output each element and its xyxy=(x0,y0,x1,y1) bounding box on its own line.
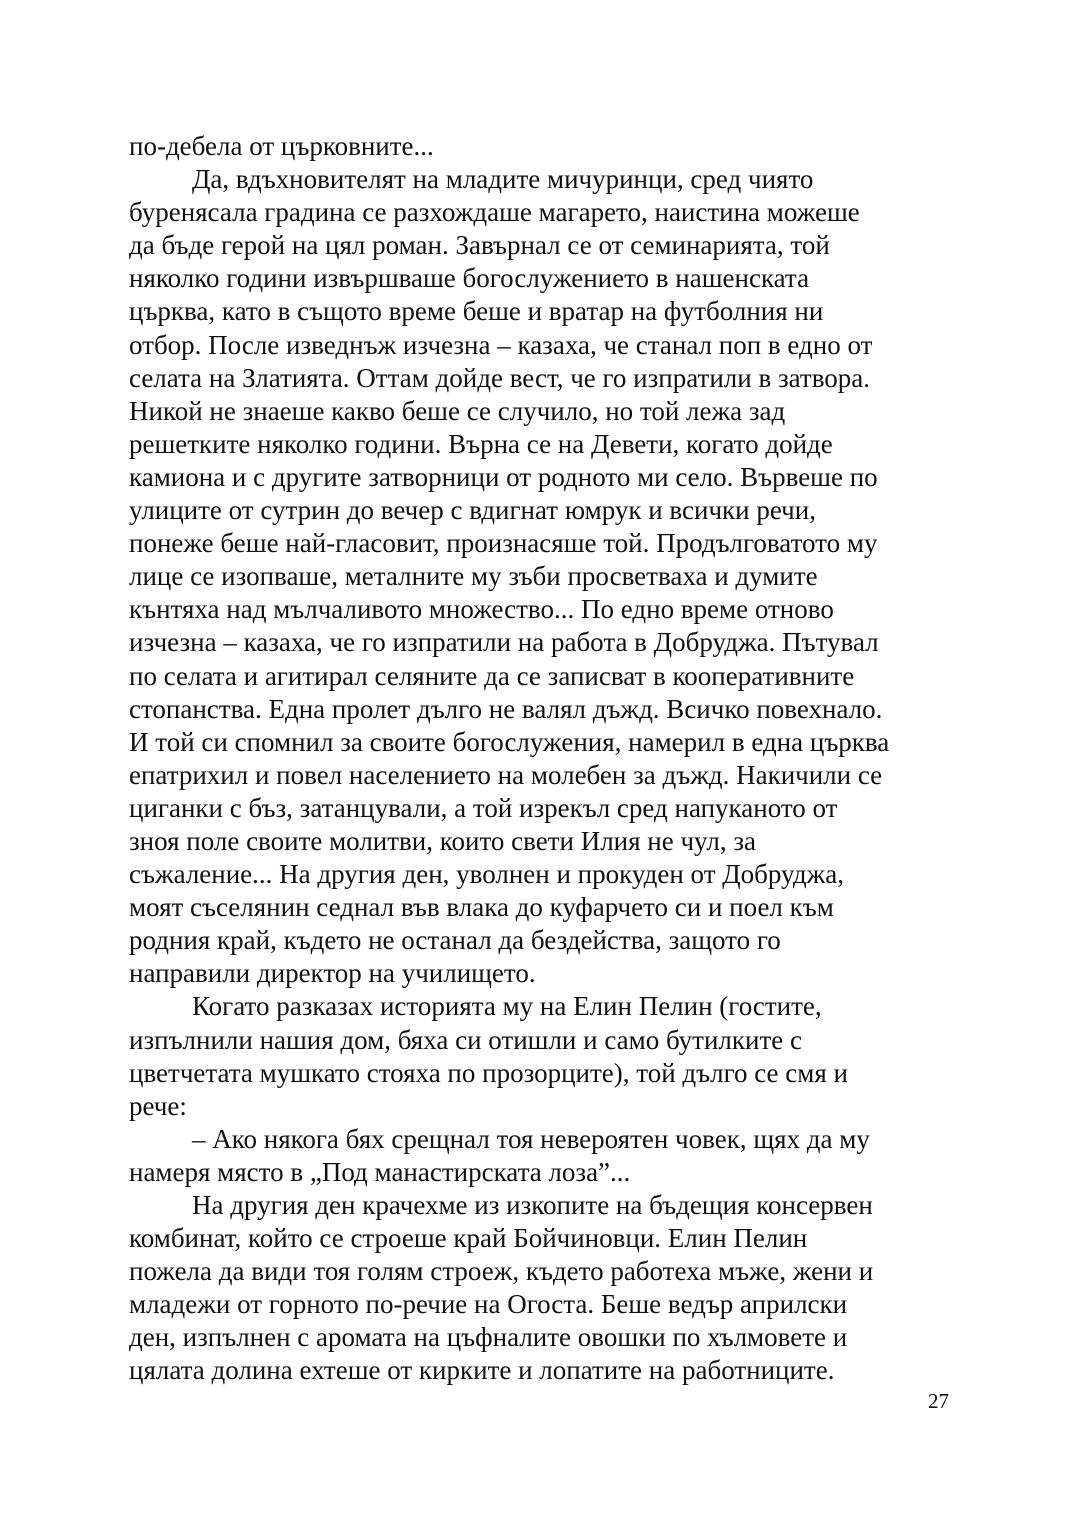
text-line: по-дебела от църковните... xyxy=(129,131,434,161)
text-line: камиона и с другите затворници от родното ми село. Вървеше по xyxy=(129,461,878,492)
text-line: няколко години извършваше богослужението в нашенската xyxy=(129,263,810,294)
paragraph-first-line: – Ако някога бях срещнал тоя невероятен човек, щях да му xyxy=(192,1123,870,1154)
text-line: направили директор на училището. xyxy=(129,958,536,989)
text-line: родния край, където не останал да бездейства, защото го xyxy=(129,925,781,956)
text-line: зноя поле своите молитви, които свети Илия не чул, за xyxy=(129,825,756,856)
text-line: изпълнили нашия дом, бяха си отишли и само бутилките с xyxy=(129,1024,802,1055)
text-line: намеря място в „Под манастирската лоза”... xyxy=(129,1156,631,1187)
paragraph-first-line: Когато разказах историята му на Елин Пелин (гостите, xyxy=(192,991,822,1022)
text-line: цветчетата мушкато стояха по прозорците), той дълго се смя и xyxy=(129,1057,848,1088)
text-line: цялата долина ехтеше от кирките и лопатите на работниците. xyxy=(129,1355,835,1386)
text-line: епатрихил и повел населението на молебен за дъжд. Накичили се xyxy=(129,759,883,790)
text-line: рече: xyxy=(129,1090,187,1121)
text-line: изчезна – казаха, че го изпратили на работа в Добруджа. Пътувал xyxy=(129,627,879,658)
text-line: лице се изопваше, металните му зъби просветваха и думите xyxy=(129,561,818,592)
text-line: моят съселянин седнал във влака до куфарчето си и поел към xyxy=(129,892,834,923)
text-line: по селата и агитирал селяните да се записват в кооперативните xyxy=(129,660,855,691)
text-line: циганки с бъз, затанцували, а той изрекъл сред напуканото от xyxy=(129,792,838,823)
text-line: кънтяха над мълчаливото множество... По едно време отново xyxy=(129,594,834,625)
text-line: Никой не знаеше какво беше се случило, но той лежа зад xyxy=(129,395,786,426)
paragraph-first-line: Да, вдъхновителят на младите мичуринци, сред чиято xyxy=(192,164,814,195)
text-line: пожела да види тоя голям строеж, където работеха мъже, жени и xyxy=(129,1256,874,1287)
text-line: И той си спомнил за своите богослужения, намерил в една църква xyxy=(129,726,890,757)
text-line: отбор. После изведнъж изчезна – казаха, че станал поп в едно от xyxy=(129,329,873,360)
text-line: решетките няколко години. Върна се на Девети, когато дойде xyxy=(129,428,833,459)
text-line: комбинат, който се строеше край Бойчиновци. Елин Пелин xyxy=(129,1223,808,1254)
paragraph-first-line: На другия ден крачехме из изкопите на бъдещия консервен xyxy=(192,1190,873,1220)
text-line: ден, изпълнен с аромата на цъфналите овошки по хълмовете и xyxy=(129,1322,848,1353)
page-number: 27 xyxy=(928,1389,949,1413)
text-line: селата на Златията. Оттам дойде вест, че го изпратили в затвора. xyxy=(129,362,870,393)
text-line: буренясала градина се разхождаше магарето, наистина можеше xyxy=(129,197,860,228)
text-line: улиците от сутрин до вечер с вдигнат юмрук и всички речи, xyxy=(129,495,816,526)
text-line: да бъде герой на цял роман. Завърнал се от семинарията, той xyxy=(129,230,830,261)
body-text xyxy=(129,130,959,1388)
text-line: младежи от горното по-речие на Огоста. Беше ведър априлски xyxy=(129,1289,848,1320)
text-line: стопанства. Една пролет дълго не валял дъжд. Всичко повехнало. xyxy=(129,693,883,724)
text-line: понеже беше най-гласовит, произнасяше той. Продълговатото му xyxy=(129,528,878,559)
text-line: съжаление... На другия ден, уволнен и прокуден от Добруджа, xyxy=(129,859,844,890)
text-line: църква, като в същото време беше и вратар на футболния ни xyxy=(129,296,824,327)
